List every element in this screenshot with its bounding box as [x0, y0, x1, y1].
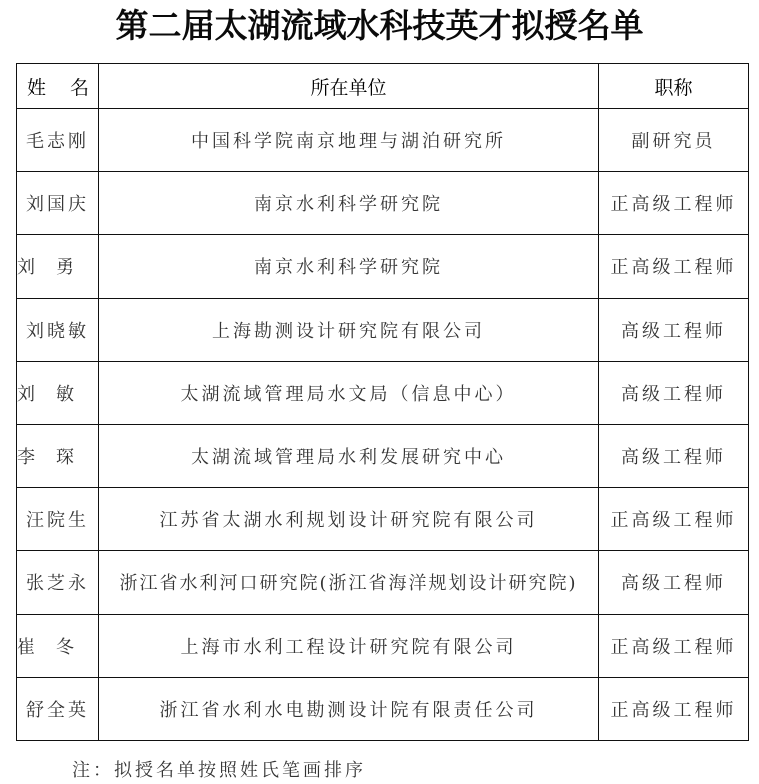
table-header-row — [17, 64, 749, 109]
name-cell: 汪院生 — [17, 488, 99, 551]
name-cell: 舒全英 — [17, 677, 99, 740]
name-part: 冬 — [56, 636, 77, 658]
title-cell: 高级工程师 — [599, 551, 749, 614]
table-row — [17, 488, 749, 551]
table-row — [17, 677, 749, 740]
name-cell: 张芝永 — [17, 551, 99, 614]
table-row — [17, 109, 749, 172]
table-row — [17, 298, 749, 361]
title-cell: 高级工程师 — [599, 361, 749, 424]
unit-cell: 浙江省水利河口研究院(浙江省海洋规划设计研究院) — [99, 551, 599, 614]
title-cell: 正高级工程师 — [599, 488, 749, 551]
title-cell: 正高级工程师 — [599, 677, 749, 740]
unit-cell: 中国科学院南京地理与湖泊研究所 — [99, 109, 599, 172]
name-part: 勇 — [56, 257, 77, 279]
footnote: 注：拟授名单按照姓氏笔画排序 — [72, 760, 366, 781]
name-cell — [17, 235, 99, 298]
unit-cell: 上海勘测设计研究院有限公司 — [99, 298, 599, 361]
name-part: 刘 — [17, 383, 38, 405]
column-header-unit: 所在单位 — [99, 64, 599, 109]
name-part: 崔 — [17, 636, 38, 658]
title-cell: 副研究员 — [599, 109, 749, 172]
table-row — [17, 424, 749, 487]
unit-cell: 南京水利科学研究院 — [99, 235, 599, 298]
table-row — [17, 614, 749, 677]
table-row — [17, 172, 749, 235]
unit-cell: 太湖流域管理局水利发展研究中心 — [99, 424, 599, 487]
title-cell: 正高级工程师 — [599, 614, 749, 677]
title-cell: 高级工程师 — [599, 298, 749, 361]
name-cell: 毛志刚 — [17, 109, 99, 172]
column-header-title: 职称 — [599, 64, 749, 109]
table-row — [17, 235, 749, 298]
table-row — [17, 361, 749, 424]
unit-cell: 上海市水利工程设计研究院有限公司 — [99, 614, 599, 677]
document-title: 第二届太湖流域水科技英才拟授名单 — [115, 6, 644, 45]
name-part: 李 — [17, 447, 38, 469]
unit-cell: 太湖流域管理局水文局（信息中心） — [99, 361, 599, 424]
name-cell: 刘晓敏 — [17, 298, 99, 361]
header-name-char-2: 名 — [69, 76, 89, 99]
table-row — [17, 551, 749, 614]
unit-cell: 江苏省太湖水利规划设计研究院有限公司 — [99, 488, 599, 551]
unit-cell: 浙江省水利水电勘测设计院有限责任公司 — [99, 677, 599, 740]
awardee-table — [16, 63, 749, 741]
name-cell — [17, 614, 99, 677]
name-cell — [17, 361, 99, 424]
title-cell: 高级工程师 — [599, 424, 749, 487]
unit-cell: 南京水利科学研究院 — [99, 172, 599, 235]
name-cell: 刘国庆 — [17, 172, 99, 235]
name-part: 刘 — [17, 257, 38, 279]
header-name-char-1: 姓 — [27, 76, 47, 99]
name-part: 琛 — [56, 447, 77, 469]
column-header-name — [17, 64, 99, 109]
name-part: 敏 — [56, 383, 77, 405]
title-cell: 正高级工程师 — [599, 172, 749, 235]
title-cell: 正高级工程师 — [599, 235, 749, 298]
name-cell — [17, 424, 99, 487]
